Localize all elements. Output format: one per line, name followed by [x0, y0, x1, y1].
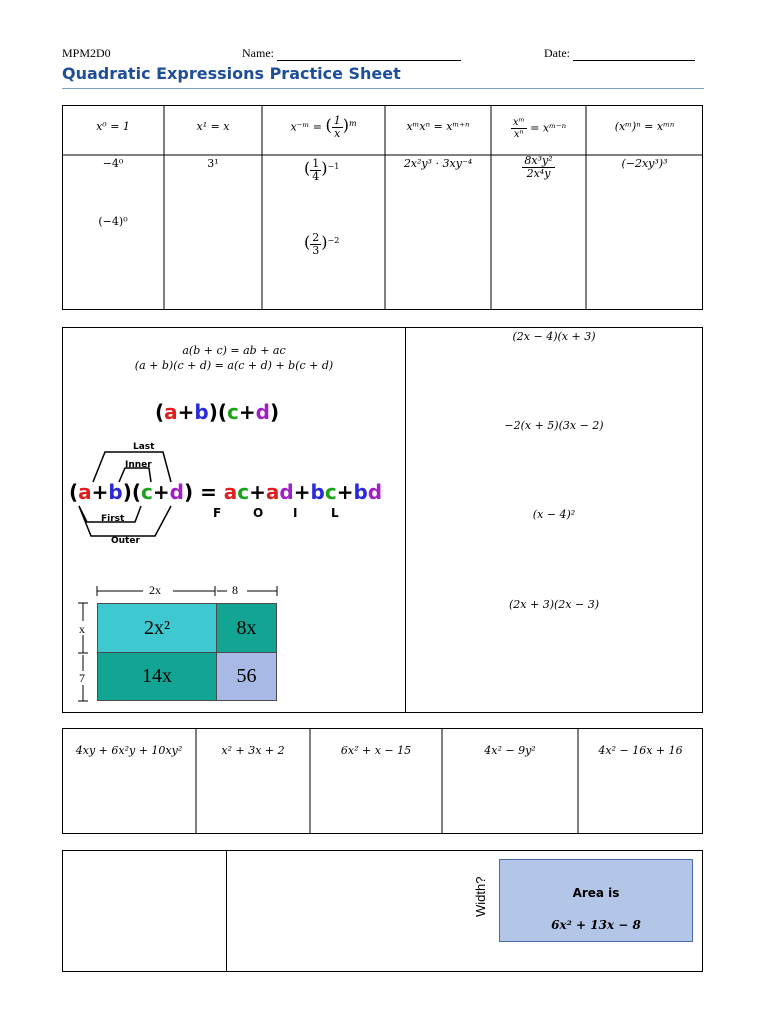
- area-cell-2x2: 2x²: [97, 603, 217, 653]
- area-cell-56: 56: [216, 652, 277, 701]
- header-zero-exponent: x⁰ = 1: [96, 120, 130, 133]
- negative-exponent-lhs: x⁻ᵐ =: [290, 120, 322, 134]
- frac1-num: 1: [312, 157, 320, 170]
- quotient-problem-den: 2x⁴y: [526, 167, 551, 181]
- header-one-exponent: x¹ = x: [196, 120, 230, 133]
- header-frac-den: x: [334, 127, 341, 141]
- expand-problem-1: (2x − 4)(x + 3): [512, 330, 596, 343]
- problem-one-quarter: ( $\frac{1}{4}$ )$^{-1}$: [304, 157, 340, 184]
- problem-power: (−2xy³)³: [621, 157, 668, 170]
- date-label: Date:: [544, 46, 570, 60]
- frac2-num: 2: [312, 231, 320, 244]
- expand-problem-3: (x − 4)²: [532, 508, 576, 521]
- header-quotient-rule: [491, 117, 586, 140]
- problem-three-one: 3¹: [207, 157, 219, 170]
- header-frac-exp: m: [348, 118, 357, 128]
- exponent-table: [62, 105, 703, 310]
- foil-label-last: Last: [133, 442, 155, 452]
- factor-problem-5: 4x² − 16x + 16: [598, 744, 683, 757]
- distributive-rule: a(b + c) = ab + ac: [182, 344, 286, 357]
- frac1-den: 4: [312, 170, 320, 184]
- header-power-rule: (xᵐ)ⁿ = xᵐⁿ: [614, 120, 675, 133]
- quotient-rhs: = xᵐ⁻ⁿ: [530, 121, 567, 135]
- problem-neg-four-zero: −4⁰: [102, 157, 124, 170]
- area-problem-divider: [226, 851, 227, 971]
- factor-table: [62, 728, 703, 834]
- foil-letter-f: F: [213, 506, 222, 520]
- course-code: MPM2D0: [62, 46, 111, 60]
- name-blank[interactable]: [277, 60, 461, 61]
- area-box: [499, 859, 693, 942]
- area-box-title: Area is: [572, 886, 620, 900]
- width-label: Width?: [473, 876, 488, 917]
- area-side-label-7: 7: [79, 671, 85, 685]
- foil-label-first: First: [101, 514, 125, 524]
- title-rule: [62, 88, 704, 89]
- problem-two-thirds: ( $\frac{2}{3}$ )$^{-2}$: [304, 231, 340, 258]
- quotient-den: xⁿ: [513, 129, 524, 140]
- problem-quotient: [491, 155, 586, 180]
- area-box-expression: 6x² + 13x − 8: [551, 918, 641, 932]
- area-side-label-x: x: [79, 622, 85, 636]
- frac2-exp: −2: [327, 235, 340, 245]
- factor-problem-2: x² + 3x + 2: [221, 744, 285, 757]
- header-frac-num: 1: [333, 114, 341, 127]
- header-product-rule: xᵐxⁿ = xᵐ⁺ⁿ: [406, 120, 470, 133]
- header-negative-exponent: x⁻ᵐ = ( $\frac{1}{x}$ )$^m$: [290, 114, 357, 141]
- foil-letter-l: L: [331, 506, 339, 520]
- area-model: [73, 583, 283, 703]
- factor-problem-3: 6x² + x − 15: [340, 744, 412, 757]
- foil-product-top: (a+b)(c+d): [155, 400, 280, 424]
- area-cell-14x: 14x: [97, 652, 217, 701]
- expand-problem-2: −2(x + 5)(3x − 2): [504, 419, 604, 432]
- binomial-rule: (a + b)(c + d) = a(c + d) + b(c + d): [134, 359, 334, 372]
- quotient-problem-num: 8x³y²: [524, 154, 553, 167]
- date-field[interactable]: [544, 46, 695, 61]
- date-blank[interactable]: [573, 60, 695, 61]
- frac1-exp: −1: [327, 161, 340, 171]
- area-top-label-8: 8: [232, 583, 238, 597]
- problem-product: 2x²y³ · 3xy⁻⁴: [403, 157, 473, 170]
- factor-problem-1: 4xy + 6x²y + 10xy²: [75, 744, 183, 757]
- factor-problem-4: 4x² − 9y²: [484, 744, 536, 757]
- area-problem-section: [62, 850, 703, 972]
- frac2-den: 3: [312, 244, 320, 258]
- foil-letter-o: O: [253, 506, 264, 520]
- foil-label-inner: Inner: [125, 460, 152, 470]
- foil-expansion: (a+b)(c+d) = ac+ad+bc+bd: [69, 480, 383, 504]
- area-cell-8x: 8x: [216, 603, 277, 653]
- expand-problem-4: (2x + 3)(2x − 3): [509, 598, 599, 611]
- page-title: Quadratic Expressions Practice Sheet: [62, 64, 401, 83]
- area-top-label-2x: 2x: [149, 583, 161, 597]
- expanding-section: [62, 327, 703, 713]
- problem-paren-neg-four-zero: (−4)⁰: [98, 215, 128, 228]
- foil-label-outer: Outer: [111, 536, 140, 546]
- foil-letter-i: I: [293, 506, 298, 520]
- name-field[interactable]: [242, 46, 461, 61]
- quotient-num: xᵐ: [512, 117, 525, 128]
- name-label: Name:: [242, 46, 274, 60]
